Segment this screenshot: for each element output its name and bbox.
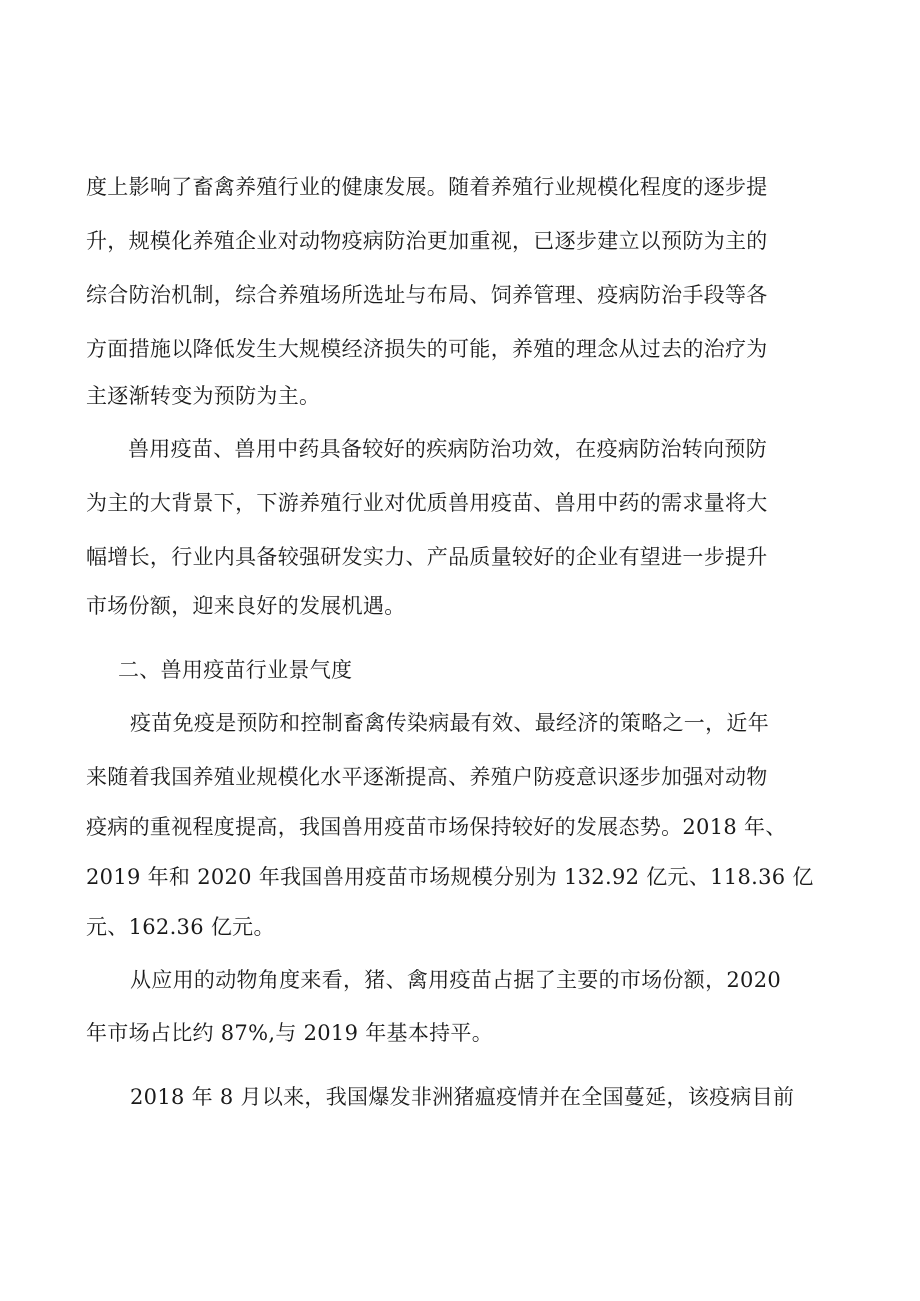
para2-line-4: 市场份额，迎来良好的发展机遇。 — [86, 594, 406, 618]
para2-line-1: 兽用疫苗、兽用中药具备较好的疾病防治功效，在疫病防治转向预防 — [128, 437, 767, 461]
para3-line-3: 疫病的重视程度提高，我国兽用疫苗市场保持较好的发展态势。2018 年、 — [86, 815, 787, 839]
para5-line-1: 2018 年 8 月以来，我国爆发非洲猪瘟疫情并在全国蔓延，该疫病目前 — [130, 1085, 795, 1109]
para3-line-2: 来随着我国养殖业规模化水平逐渐提高、养殖户防疫意识逐步加强对动物 — [86, 765, 768, 789]
para2-line-3: 幅增长，行业内具备较强研发实力、产品质量较好的企业有望进一步提升 — [86, 545, 768, 569]
para4-line-2: 年市场占比约 87%,与 2019 年基本持平。 — [86, 1021, 494, 1045]
para1-line-5: 主逐渐转变为预防为主。 — [86, 384, 321, 408]
para3-line-5: 元、162.36 亿元。 — [86, 915, 275, 939]
para1-line-4: 方面措施以降低发生大规模经济损失的可能，养殖的理念从过去的治疗为 — [86, 337, 768, 361]
para4-line-1: 从应用的动物角度来看，猪、禽用疫苗占据了主要的市场份额，2020 — [130, 968, 782, 992]
para2-line-2: 为主的大背景下，下游养殖行业对优质兽用疫苗、兽用中药的需求量将大 — [86, 491, 768, 515]
section-heading: 二、兽用疫苗行业景气度 — [118, 658, 353, 682]
para3-line-1: 疫苗免疫是预防和控制畜禽传染病最有效、最经济的策略之一，近年 — [130, 711, 769, 735]
para1-line-1: 度上影响了畜禽养殖行业的健康发展。随着养殖行业规模化程度的逐步提 — [86, 175, 768, 199]
para1-line-3: 综合防治机制，综合养殖场所选址与布局、饲养管理、疫病防治手段等各 — [86, 283, 768, 307]
para1-line-2: 升，规模化养殖企业对动物疫病防治更加重视，已逐步建立以预防为主的 — [86, 229, 768, 253]
para3-line-4: 2019 年和 2020 年我国兽用疫苗市场规模分别为 132.92 亿元、118.36 亿 — [86, 865, 814, 889]
